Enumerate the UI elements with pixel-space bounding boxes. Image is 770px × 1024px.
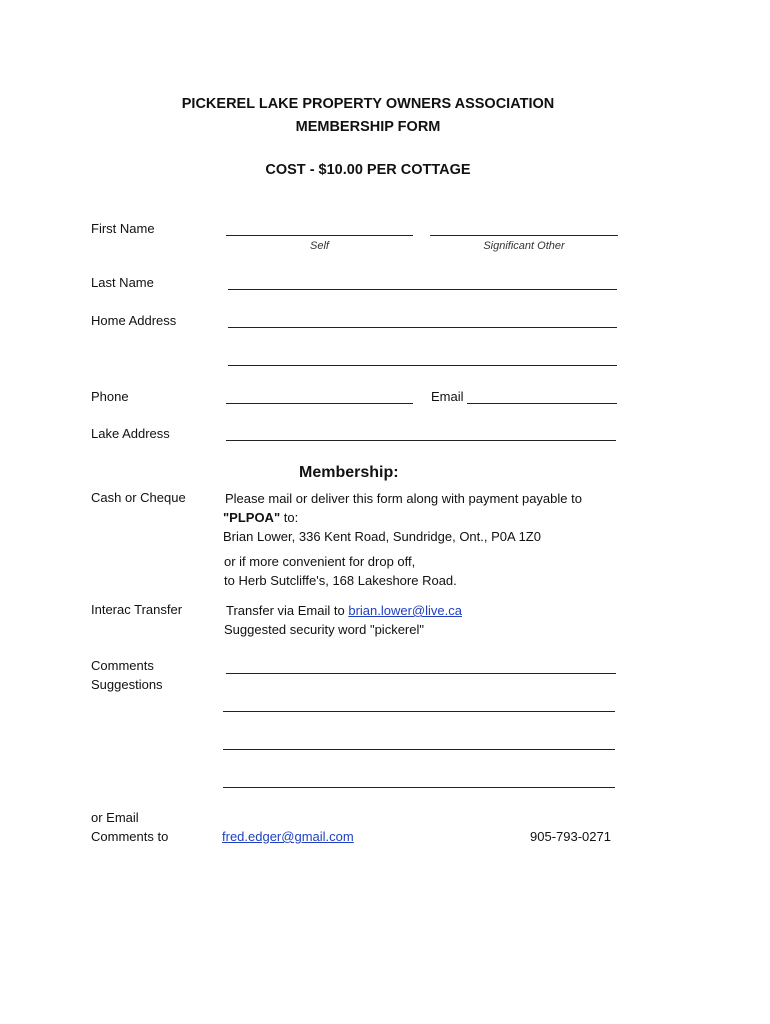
interac-security-word: Suggested security word "pickerel" bbox=[224, 622, 424, 637]
interac-email-link[interactable]: brian.lower@live.ca bbox=[348, 603, 462, 618]
or-email-label: or Email bbox=[91, 810, 139, 825]
lake-address-field[interactable] bbox=[226, 440, 616, 441]
comments-email-link[interactable]: fred.edger@gmail.com bbox=[222, 829, 354, 844]
self-caption: Self bbox=[310, 240, 329, 252]
comments-label: Comments bbox=[91, 658, 154, 673]
first-name-significant-other-field[interactable] bbox=[430, 235, 618, 236]
comments-field-line1[interactable] bbox=[226, 673, 616, 674]
comments-to-label: Comments to bbox=[91, 829, 169, 844]
interac-instructions bbox=[226, 601, 462, 620]
email-field[interactable] bbox=[467, 403, 617, 404]
home-address-label: Home Address bbox=[91, 313, 177, 328]
significant-other-caption: Significant Other bbox=[483, 240, 565, 252]
comments-field-line2[interactable] bbox=[223, 711, 615, 712]
first-name-label: First Name bbox=[91, 221, 155, 236]
last-name-field[interactable] bbox=[228, 289, 617, 290]
phone-label: Phone bbox=[91, 389, 129, 404]
payee-to-text: to: bbox=[280, 510, 299, 525]
mailing-address: Brian Lower, 336 Kent Road, Sundridge, Ont., P0A 1Z0 bbox=[223, 529, 541, 544]
interac-transfer-label: Interac Transfer bbox=[91, 602, 183, 617]
form-title-line2: MEMBERSHIP FORM bbox=[295, 119, 441, 135]
home-address-field-line2[interactable] bbox=[228, 365, 617, 366]
cash-instructions-line2 bbox=[223, 508, 298, 527]
form-title-line1: PICKEREL LAKE PROPERTY OWNERS ASSOCIATION bbox=[181, 96, 555, 112]
cost-heading: COST - $10.00 PER COTTAGE bbox=[265, 162, 471, 178]
contact-phone: 905-793-0271 bbox=[530, 829, 611, 844]
drop-off-line1: or if more convenient for drop off, bbox=[224, 554, 416, 569]
interac-prefix: Transfer via Email to bbox=[226, 603, 349, 618]
payee-name: "PLPOA" bbox=[223, 510, 281, 525]
cash-instructions-line1: Please mail or deliver this form along with payment payable to bbox=[225, 491, 582, 506]
phone-field[interactable] bbox=[226, 403, 413, 404]
lake-address-label: Lake Address bbox=[91, 426, 170, 441]
comments-field-line3[interactable] bbox=[223, 749, 615, 750]
drop-off-line2: to Herb Sutcliffe's, 168 Lakeshore Road. bbox=[224, 573, 457, 588]
first-name-self-field[interactable] bbox=[226, 235, 413, 236]
email-label: Email bbox=[431, 389, 464, 404]
suggestions-label: Suggestions bbox=[91, 677, 163, 692]
cash-or-cheque-label: Cash or Cheque bbox=[91, 490, 186, 505]
membership-heading: Membership: bbox=[299, 464, 399, 481]
comments-field-line4[interactable] bbox=[223, 787, 615, 788]
last-name-label: Last Name bbox=[91, 275, 154, 290]
home-address-field-line1[interactable] bbox=[228, 327, 617, 328]
